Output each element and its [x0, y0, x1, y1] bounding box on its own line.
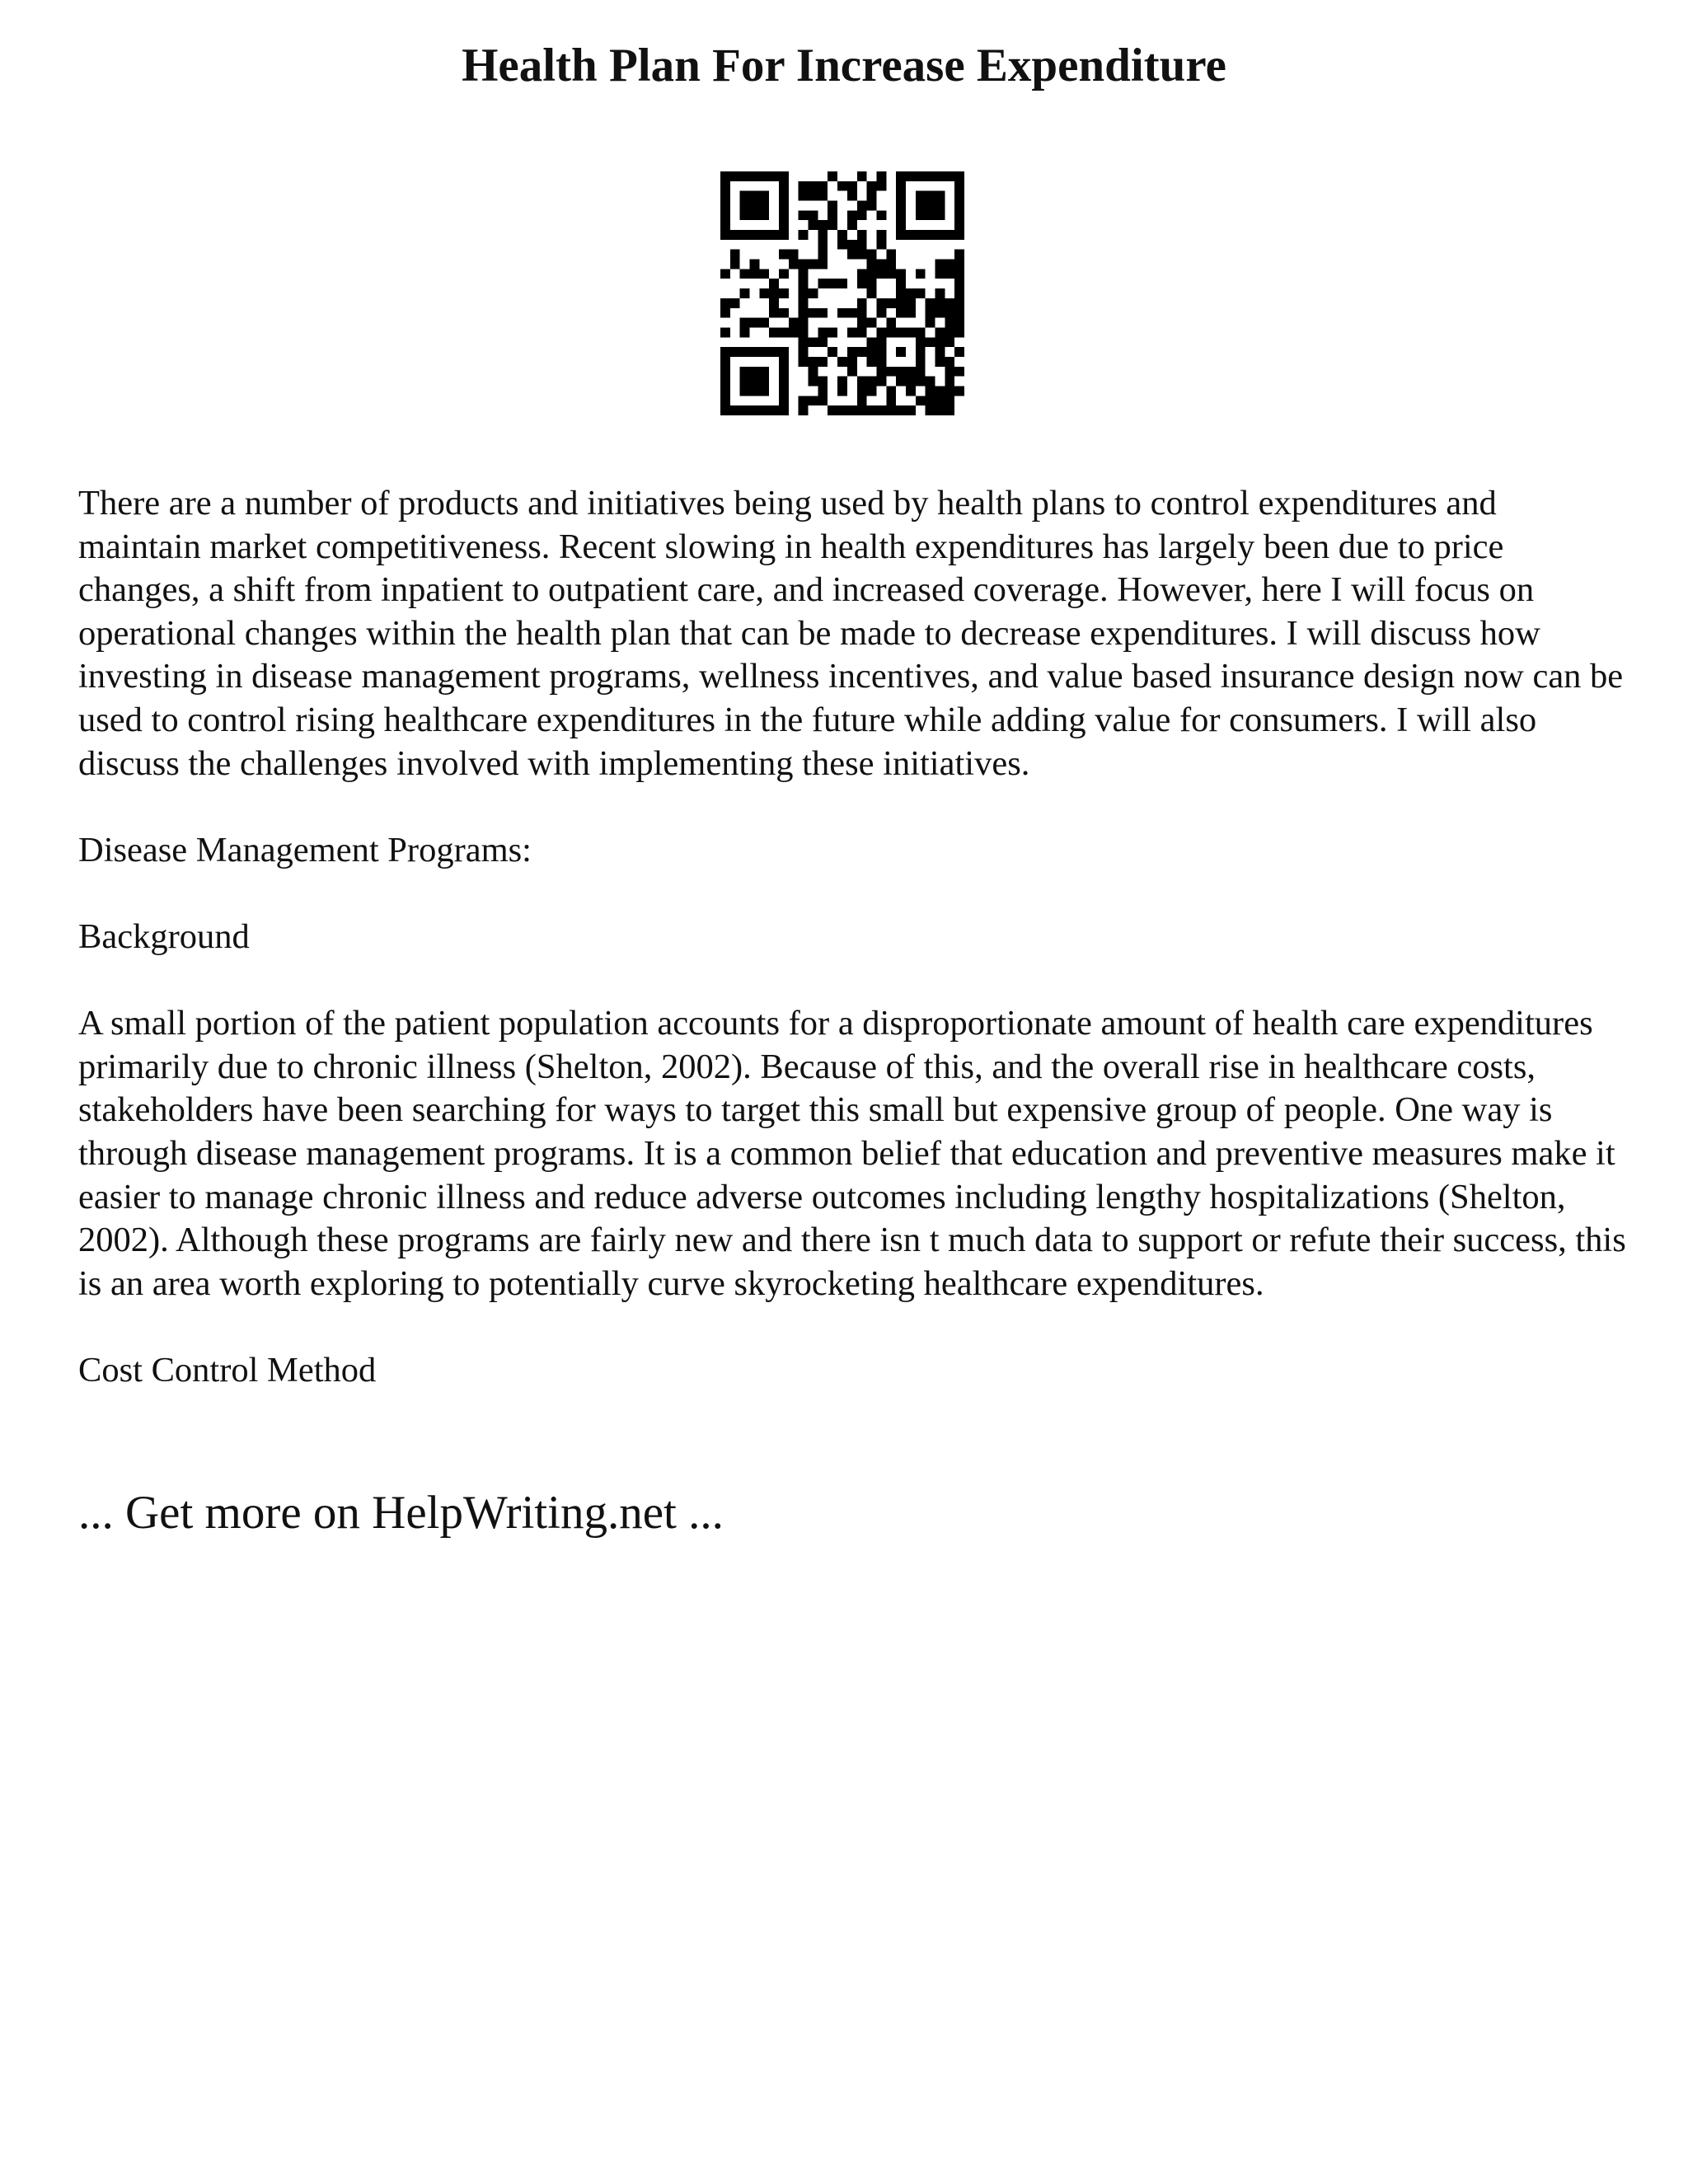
section-heading-disease-management: Disease Management Programs:	[78, 830, 532, 869]
article-body	[78, 482, 1628, 1436]
page-title: Health Plan For Increase Expenditure	[462, 40, 1226, 91]
subheading-background: Background	[78, 916, 250, 956]
qr-code-icon	[720, 171, 964, 415]
intro-paragraph: There are a number of products and initiatives being used by health plans to control expenditures and maintain market competitiveness. Recent slowing in health expenditures has largely been due to price changes, a shift from inpatient to outpatient care, and increased coverage. However, here I will focus on operational changes within the health plan that can be made to decrease expenditures. I will discuss how investing in disease management programs, wellness incentives, and value based insurance design now can be used to control rising healthcare expenditures in the future while adding value for consumers. I will also discuss the challenges involved with implementing these initiatives.	[78, 484, 1624, 783]
background-paragraph: A small portion of the patient population accounts for a disproportionate amount of health care expenditures primarily due to chronic illness (Shelton, 2002). Because of this, and the overall rise in healthcare costs, stakeholders have been searching for ways to target this small but expensive group of people. One way is through disease management programs. It is a common belief that education and preventive measures make it easier to manage chronic illness and reduce adverse outcomes including lengthy hospitalizations (Shelton, 2002). Although these programs are fairly new and there isn t much data to support or refute their success, this is an area worth exploring to potentially curve skyrocketing healthcare expenditures.	[78, 1004, 1626, 1303]
subheading-cost-control-method: Cost Control Method	[78, 1350, 377, 1390]
get-more-link[interactable]: ... Get more on HelpWriting.net ...	[78, 1487, 724, 1539]
